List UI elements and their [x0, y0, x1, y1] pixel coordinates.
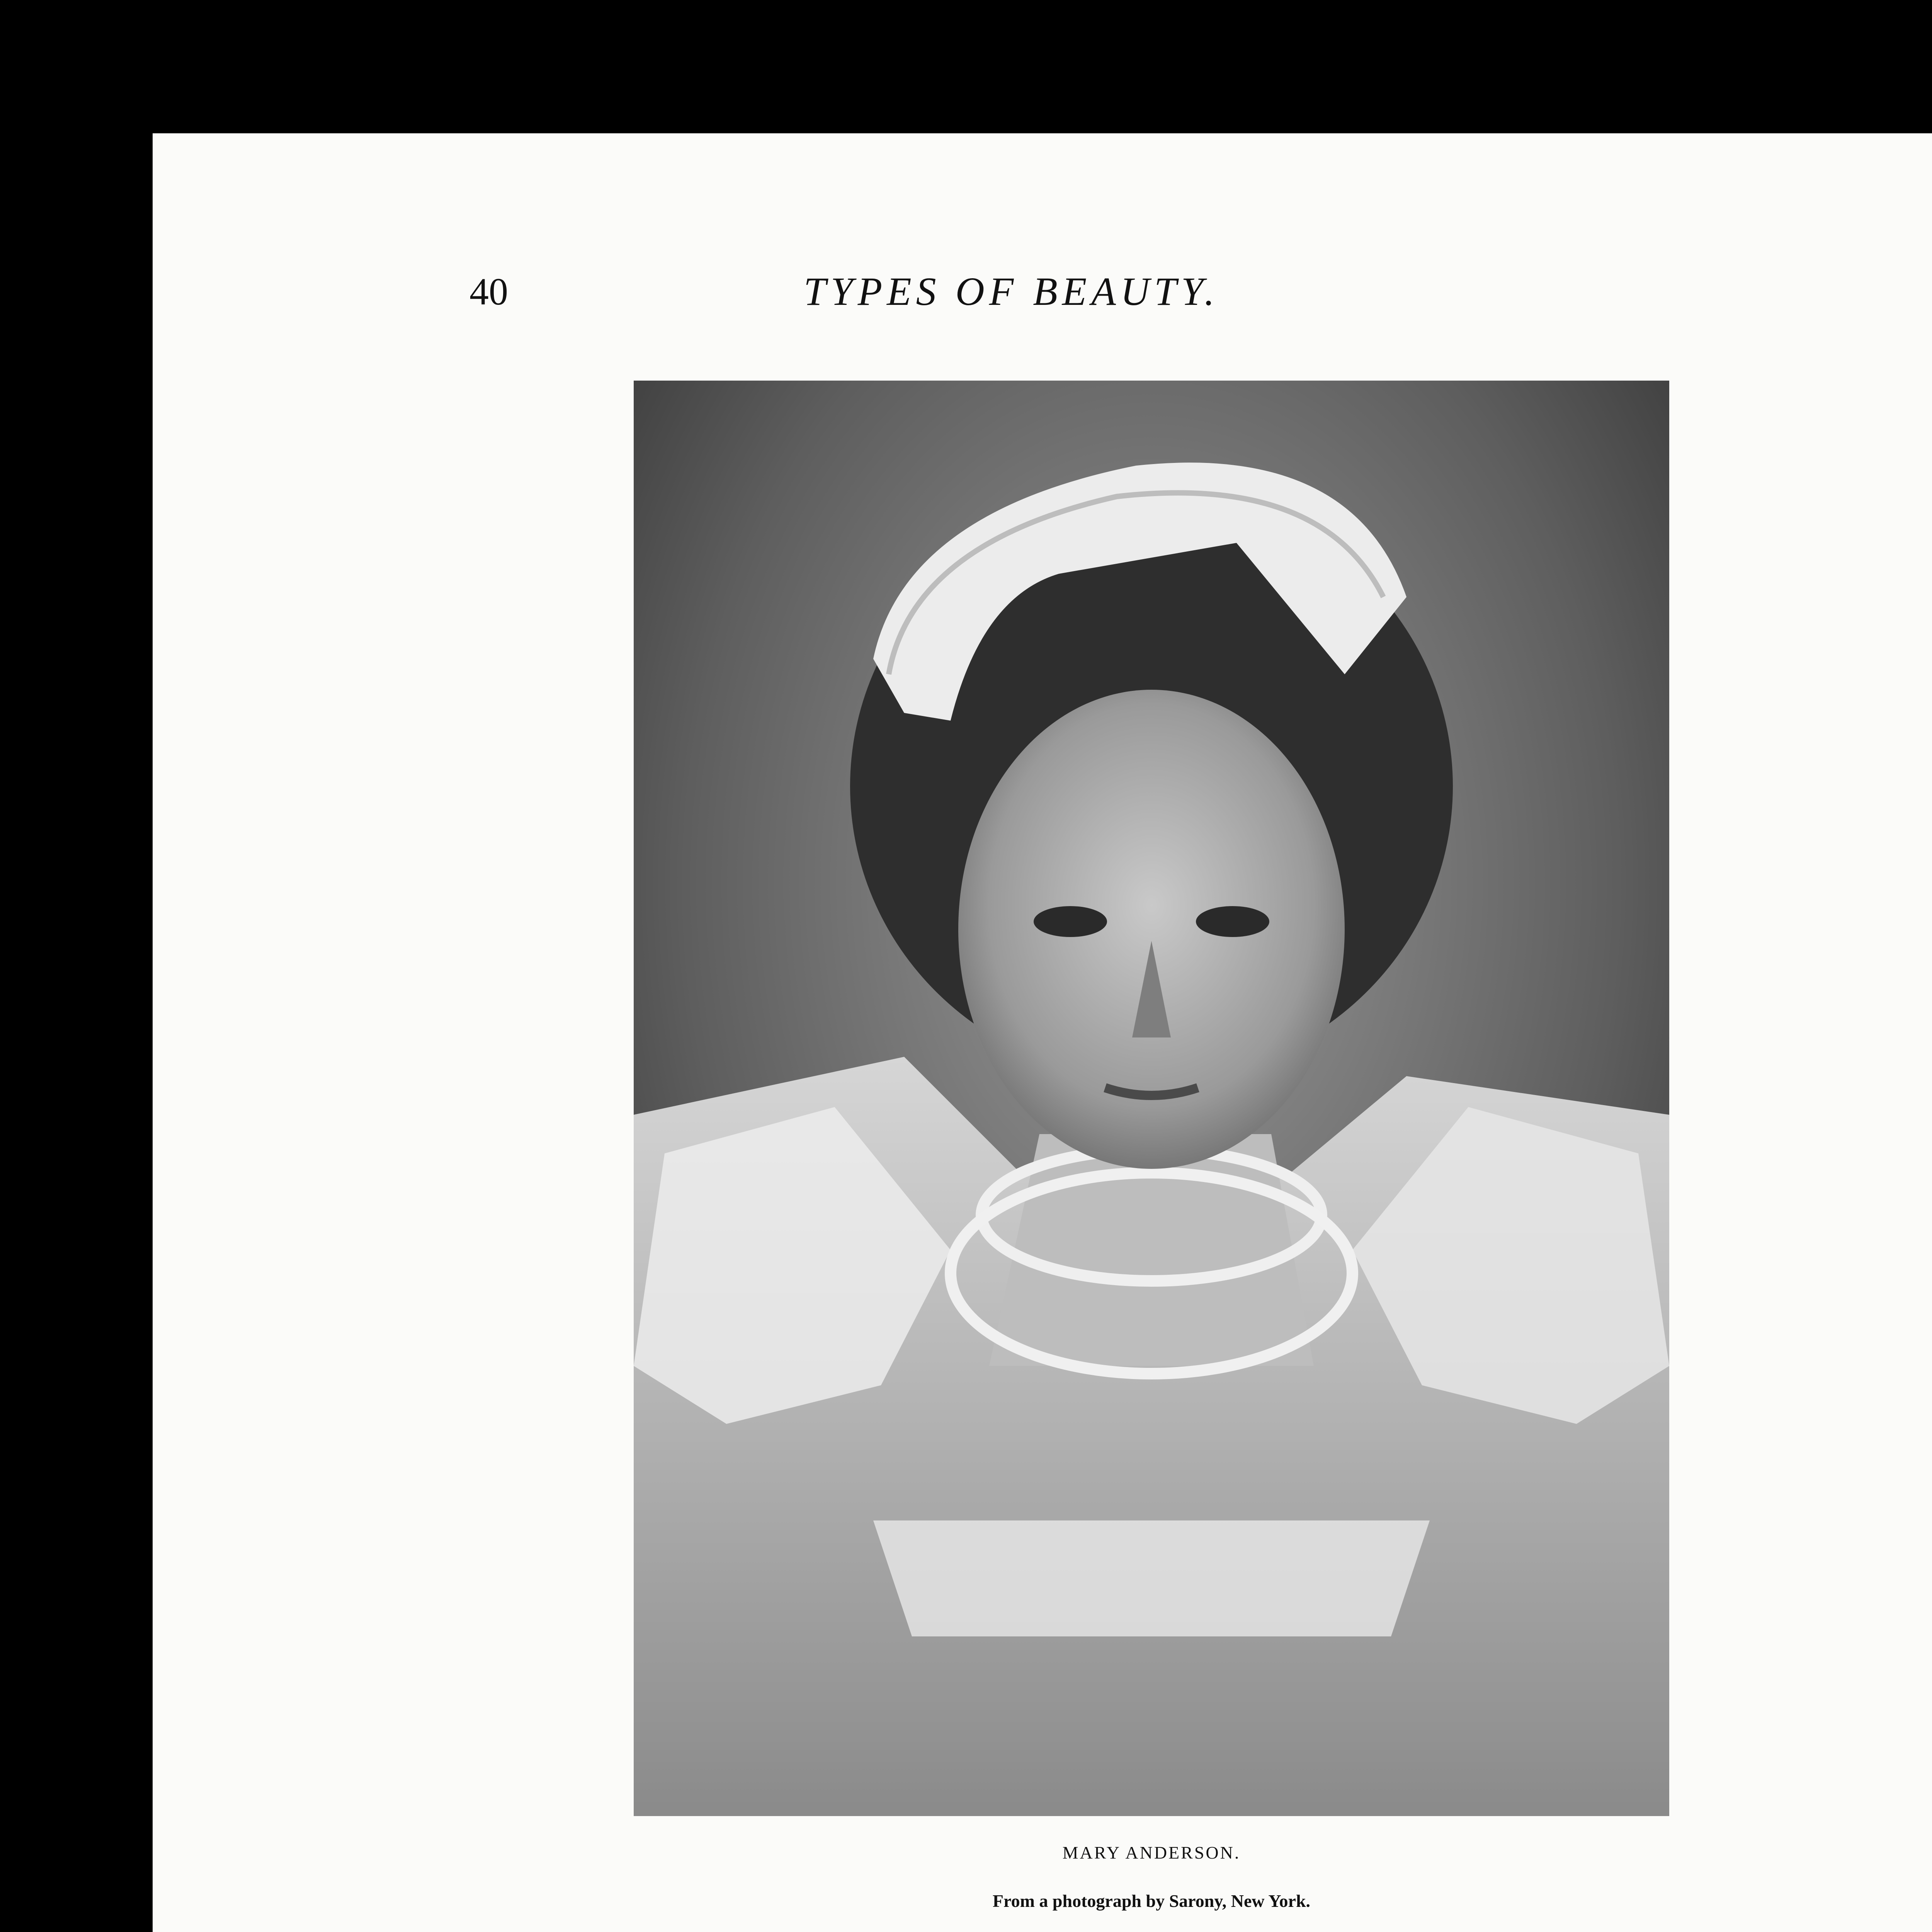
page-title: TYPES OF BEAUTY.: [803, 269, 1219, 314]
page-number: 40: [469, 270, 508, 313]
figure-caption-name: MARY ANDERSON.: [1062, 1843, 1241, 1862]
portrait-photograph: [634, 381, 1669, 1816]
running-head: [469, 263, 1437, 321]
figure-caption-credit: From a photograph by Sarony, New York.: [992, 1891, 1311, 1911]
